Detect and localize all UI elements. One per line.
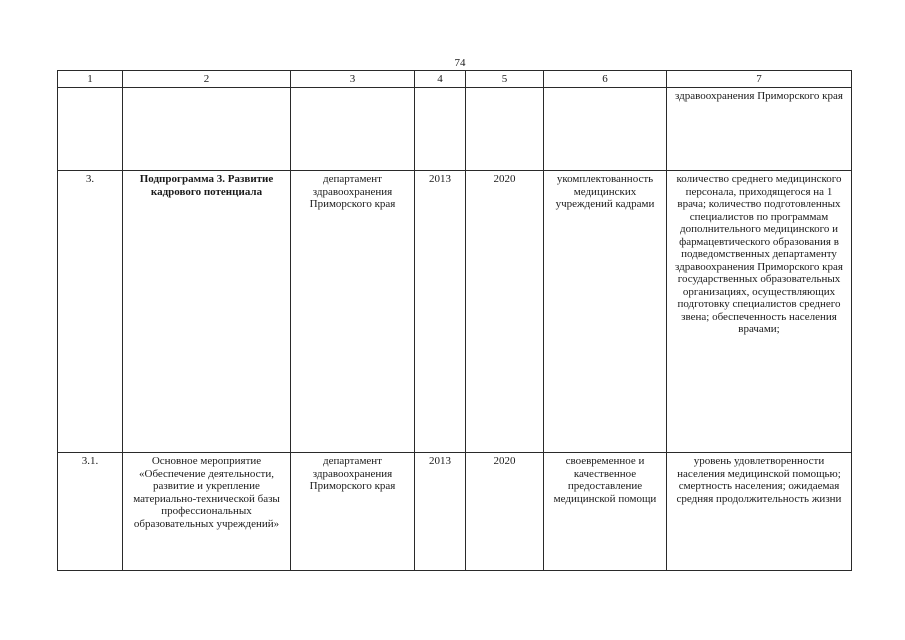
program-table [57, 70, 852, 571]
row-result [544, 88, 667, 171]
row-start-year: 2013 [415, 171, 466, 453]
table-header-row [58, 71, 852, 88]
column-header: 7 [667, 71, 852, 88]
row-name: Основное мероприятие «Обеспечение деятельности, развитие и укрепление материально-технической базы профессиональных образовательных учреждений» [123, 453, 291, 571]
column-header: 1 [58, 71, 123, 88]
row-number: 3. [58, 171, 123, 453]
row-end-year: 2020 [466, 453, 544, 571]
row-name [123, 88, 291, 171]
row-executor: департамент здравоохранения Приморского края [291, 453, 415, 571]
row-number: 3.1. [58, 453, 123, 571]
row-result: укомплектованность медицинских учреждений кадрами [544, 171, 667, 453]
column-header: 4 [415, 71, 466, 88]
column-header: 6 [544, 71, 667, 88]
table-row [58, 171, 852, 453]
row-name: Подпрограмма 3. Развитие кадрового потенциала [123, 171, 291, 453]
row-executor [291, 88, 415, 171]
column-header: 5 [466, 71, 544, 88]
table-row [58, 453, 852, 571]
row-indicators: уровень удовлетворенности населения медицинской помощью; смертность населения; ожидаемая средняя продолжительность жизни [667, 453, 852, 571]
row-result: своевременное и качественное предоставление медицинской помощи [544, 453, 667, 571]
row-executor: департамент здравоохранения Приморского края [291, 171, 415, 453]
page-number: 74 [454, 57, 466, 69]
table-row [58, 88, 852, 171]
row-indicators: количество среднего медицинского персонала, приходящегося на 1 врача; количество подготовленных специалистов по программам дополнительного медицинского и фармацевтического образования в подведомственных департаменту здравоохранения Приморского края государственных образовательных организациях, осуществляющих подготовку специалистов среднего звена; обеспеченность населения врачами; [667, 171, 852, 453]
row-indicators: здравоохранения Приморского края [667, 88, 852, 171]
row-end-year [466, 88, 544, 171]
row-start-year: 2013 [415, 453, 466, 571]
row-end-year: 2020 [466, 171, 544, 453]
row-start-year [415, 88, 466, 171]
column-header: 2 [123, 71, 291, 88]
column-header: 3 [291, 71, 415, 88]
row-number [58, 88, 123, 171]
